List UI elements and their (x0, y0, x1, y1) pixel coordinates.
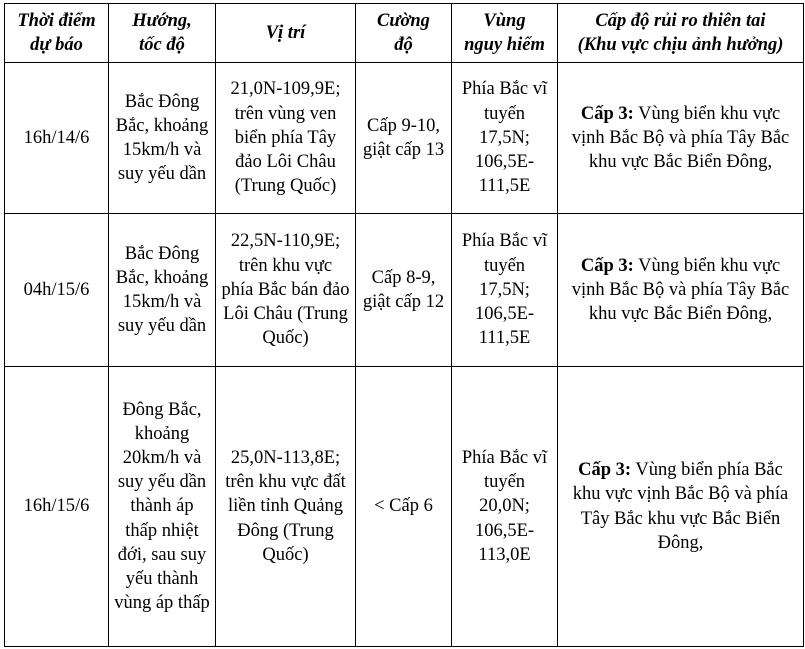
cell-time: 16h/14/6 (5, 63, 109, 214)
header-line: Vùng (483, 11, 526, 31)
header-position (216, 4, 356, 63)
table-row (5, 367, 804, 647)
cell-risk (558, 63, 804, 214)
cell-time: 16h/15/6 (5, 367, 109, 647)
cell-intensity: Cấp 9-10, giật cấp 13 (356, 63, 452, 214)
header-line: tốc độ (139, 35, 185, 55)
header-line: nguy hiểm (464, 35, 545, 55)
header-danger-zone (452, 4, 558, 63)
cell-danger-zone: Phía Bắc vĩ tuyến 17,5N; 106,5E-111,5E (452, 214, 558, 367)
cell-position: 25,0N-113,8E; trên khu vực đất liền tỉnh Quảng Đông (Trung Quốc) (216, 367, 356, 647)
header-forecast-time (5, 4, 109, 63)
cell-position: 21,0N-109,9E; trên vùng ven biển phía Tây đảo Lôi Châu (Trung Quốc) (216, 63, 356, 214)
header-line: Vị trí (265, 23, 306, 43)
header-line: Thời điểm (17, 11, 96, 31)
cell-risk (558, 214, 804, 367)
header-line: độ (394, 35, 413, 55)
header-line: (Khu vực chịu ảnh hưởng) (577, 35, 784, 55)
header-intensity (356, 4, 452, 63)
risk-area-text: Vùng biển khu vực vịnh Bắc Bộ và phía Tây Bắc khu vực Bắc Biển Đông, (571, 103, 790, 173)
header-line: Cấp độ rủi ro thiên tai (595, 11, 766, 31)
cell-time: 04h/15/6 (5, 214, 109, 367)
cell-direction-speed: Đông Bắc, khoảng 20km/h và suy yếu dần thành áp thấp nhiệt đới, sau suy yếu thành vùng áp thấp (109, 367, 216, 647)
header-risk-level (558, 4, 804, 63)
cell-danger-zone: Phía Bắc vĩ tuyến 20,0N; 106,5E-113,0E (452, 367, 558, 647)
cell-direction-speed: Bắc Đông Bắc, khoảng 15km/h và suy yếu dần (109, 214, 216, 367)
header-line: Cường (377, 11, 430, 31)
cell-danger-zone: Phía Bắc vĩ tuyến 17,5N; 106,5E-111,5E (452, 63, 558, 214)
table-header-row (5, 4, 804, 63)
storm-forecast-table (4, 3, 804, 647)
cell-intensity: < Cấp 6 (356, 367, 452, 647)
risk-area-text: Vùng biển khu vực vịnh Bắc Bộ và phía Tây Bắc khu vực Bắc Biển Đông, (571, 255, 790, 325)
header-direction-speed (109, 4, 216, 63)
cell-position: 22,5N-110,9E; trên khu vực phía Bắc bán đảo Lôi Châu (Trung Quốc) (216, 214, 356, 367)
risk-level-label: Cấp 3: (580, 255, 634, 276)
cell-risk (558, 367, 804, 647)
risk-level-label: Cấp 3: (578, 460, 632, 481)
table-row (5, 63, 804, 214)
header-line: Hướng, (132, 11, 192, 31)
cell-direction-speed: Bắc Đông Bắc, khoảng 15km/h và suy yếu dần (109, 63, 216, 214)
risk-area-text: Vùng biển phía Bắc khu vực vịnh Bắc Bộ và phía Tây Bắc khu vực Bắc Biển Đông, (572, 460, 789, 553)
table-row (5, 214, 804, 367)
header-line: dự báo (30, 35, 83, 55)
risk-level-label: Cấp 3: (580, 103, 634, 124)
cell-intensity: Cấp 8-9, giật cấp 12 (356, 214, 452, 367)
